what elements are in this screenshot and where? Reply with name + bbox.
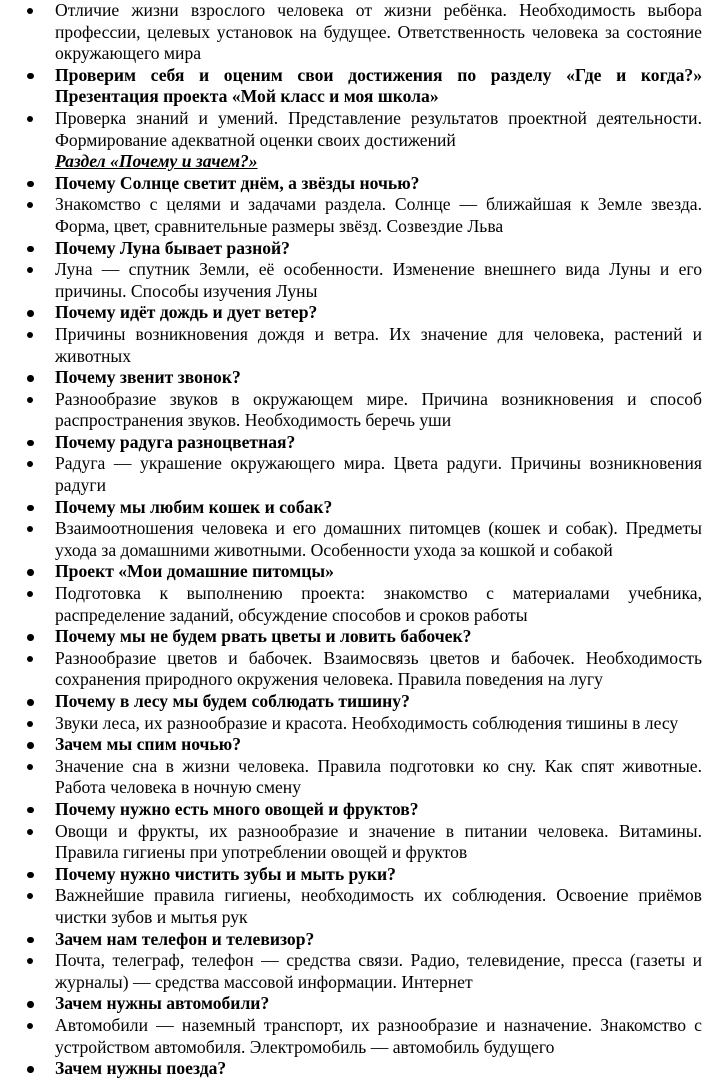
topic-title-item [0, 65, 702, 108]
topic-title-text: Почему мы не будем рвать цветы и ловить бабочек? [55, 626, 472, 647]
bullet-icon [27, 721, 33, 727]
topic-title-text: Проверим себя и оценим свои достижения по разделу «Где и когда?» Презентация проекта «Мой класс и моя школа» [55, 64, 702, 107]
topic-title-item [0, 367, 702, 389]
topic-description-text: Почта, телеграф, телефон — средства связи. Радио, телевидение, пресса (газеты и журналы) — средства массовой информации. Интернет [55, 950, 702, 992]
topic-title-item [0, 691, 702, 713]
topic-title-item [0, 302, 702, 324]
topic-description-item [0, 950, 702, 993]
topic-title-item [0, 497, 702, 519]
bullet-icon [27, 764, 33, 770]
bullet-icon [27, 699, 34, 706]
bullet-icon [27, 246, 34, 253]
bullet-icon [27, 8, 33, 14]
topic-description-text: Отличие жизни взрослого человека от жизни ребёнка. Необходимость выбора профессии, целевых установок на будущее. Ответственность человека за состояние окружающего мира [55, 0, 702, 64]
topic-description-text: Значение сна в жизни человека. Правила подготовки ко сну. Как спят животные. Работа человека в ночную смену [55, 755, 702, 798]
topic-description-text: Звуки леса, их разнообразие и красота. Необходимость соблюдения тишины в лесу [55, 712, 679, 733]
topic-title-item [0, 734, 702, 756]
topic-description-item [0, 0, 702, 65]
bullet-icon [27, 634, 34, 641]
topic-description-item [0, 583, 702, 626]
topic-description-text: Подготовка к выполнению проекта: знакомство с материалами учебника, распределение заданий, обсуждение способов и сроков работы [55, 583, 702, 625]
bullet-icon [27, 526, 33, 532]
bullet-icon [27, 375, 34, 382]
topic-title-text: Почему нужно есть много овощей и фруктов? [55, 798, 419, 819]
topic-title-item [0, 432, 702, 454]
bullet-icon [27, 397, 33, 403]
topic-title-item [0, 1058, 702, 1080]
bullet-icon [27, 332, 33, 338]
topic-description-item [0, 259, 702, 302]
topic-title-item [0, 626, 702, 648]
topic-description-text: Важнейшие правила гигиены, необходимость их соблюдения. Освоение приёмов чистки зубов и мытья рук [55, 885, 702, 927]
bullet-icon [27, 656, 33, 662]
topic-description-item [0, 756, 702, 799]
topic-description-item [0, 885, 702, 928]
bullet-icon [27, 310, 34, 317]
topic-title-text: Почему Солнце светит днём, а звёзды ночью? [55, 172, 420, 193]
topic-title-text: Зачем мы спим ночью? [55, 734, 242, 755]
topic-title-item [0, 561, 702, 583]
topic-title-item [0, 173, 702, 195]
topic-description-text: Разнообразие цветов и бабочек. Взаимосвязь цветов и бабочек. Необходимость сохранения природного окружения человека. Правила поведения на лугу [55, 647, 702, 690]
topic-description-item [0, 324, 702, 367]
bullet-icon [27, 181, 34, 188]
topic-description-text: Овощи и фрукты, их разнообразие и значение в питании человека. Витамины. Правила гигиены при употреблении овощей и фруктов [55, 820, 702, 863]
topic-title-item [0, 238, 702, 260]
bullet-icon [27, 937, 34, 944]
topic-title-text: Почему нужно чистить зубы и мыть руки? [55, 863, 396, 884]
bullet-icon [27, 461, 33, 467]
topic-description-text: Луна — спутник Земли, её особенности. Изменение внешнего вида Луны и его причины. Способы изучения Луны [55, 259, 702, 301]
topic-title-text: Почему звенит звонок? [55, 367, 241, 388]
bullet-icon [27, 872, 34, 879]
bullet-icon [27, 116, 33, 122]
bullet-icon [27, 440, 34, 447]
bullet-icon [27, 202, 33, 208]
bullet-icon [27, 807, 34, 814]
bullet-icon [27, 73, 34, 80]
bullet-icon [27, 569, 34, 576]
topic-description-item [0, 453, 702, 496]
topic-description-text: Причины возникновения дождя и ветра. Их значение для человека, растений и животных [55, 323, 702, 366]
bullet-icon [27, 591, 33, 597]
bullet-icon [27, 958, 33, 964]
bullet-icon [27, 829, 33, 835]
section-heading: Раздел «Почему и зачем?» [55, 151, 258, 172]
bullet-icon [27, 1023, 33, 1029]
topic-title-text: Зачем нужны автомобили? [55, 993, 270, 1014]
topic-description-text: Взаимоотношения человека и его домашних питомцев (кошек и собак). Предметы ухода за домашними животными. Особенности ухода за кошкой и собакой [55, 518, 702, 560]
topic-description-item [0, 108, 702, 151]
bullet-icon [27, 505, 34, 512]
bullet-icon [27, 742, 34, 749]
bullet-icon [27, 893, 33, 899]
topic-title-item [0, 864, 702, 886]
topic-title-text: Зачем нам телефон и телевизор? [55, 928, 315, 949]
topic-description-item [0, 518, 702, 561]
bullet-icon [27, 1066, 34, 1073]
topic-title-text: Почему Луна бывает разной? [55, 237, 290, 258]
topic-title-item [0, 993, 702, 1015]
topic-description-item [0, 648, 702, 691]
topic-description-text: Автомобили — наземный транспорт, их разнообразие и назначение. Знакомство с устройством автомобиля. Электромобиль — автомобиль будущего [55, 1014, 702, 1057]
topic-description-item [0, 713, 702, 735]
topic-description-text: Знакомство с целями и задачами раздела. Солнце — ближайшая к Земле звезда. Форма, цвет, сравнительные размеры звёзд. Созвездие Льва [55, 194, 702, 236]
topic-title-text: Почему идёт дождь и дует ветер? [55, 302, 318, 323]
topic-title-item [0, 929, 702, 951]
topic-description-item [0, 194, 702, 237]
topic-description-item [0, 821, 702, 864]
topic-description-text: Радуга — украшение окружающего мира. Цвета радуги. Причины возникновения радуги [55, 453, 702, 496]
topic-description-text: Проверка знаний и умений. Представление результатов проектной деятельности. Формирование адекватной оценки своих достижений [55, 107, 702, 150]
topic-description-text: Разнообразие звуков в окружающем мире. Причина возникновения и способ распространения звуков. Необходимость беречь уши [55, 388, 702, 431]
topic-title-text: Почему в лесу мы будем соблюдать тишину? [55, 691, 410, 711]
topic-title-text: Проект «Мои домашние питомцы» [55, 561, 334, 582]
bullet-icon [27, 1001, 34, 1008]
topic-description-item [0, 1015, 702, 1058]
topic-title-text: Почему радуга разноцветная? [55, 431, 296, 452]
topic-title-item [0, 799, 702, 821]
bullet-icon [27, 267, 33, 273]
topic-description-item [0, 389, 702, 432]
topic-title-text: Почему мы любим кошек и собак? [55, 496, 333, 517]
topic-title-text: Зачем нужны поезда? [55, 1058, 227, 1079]
